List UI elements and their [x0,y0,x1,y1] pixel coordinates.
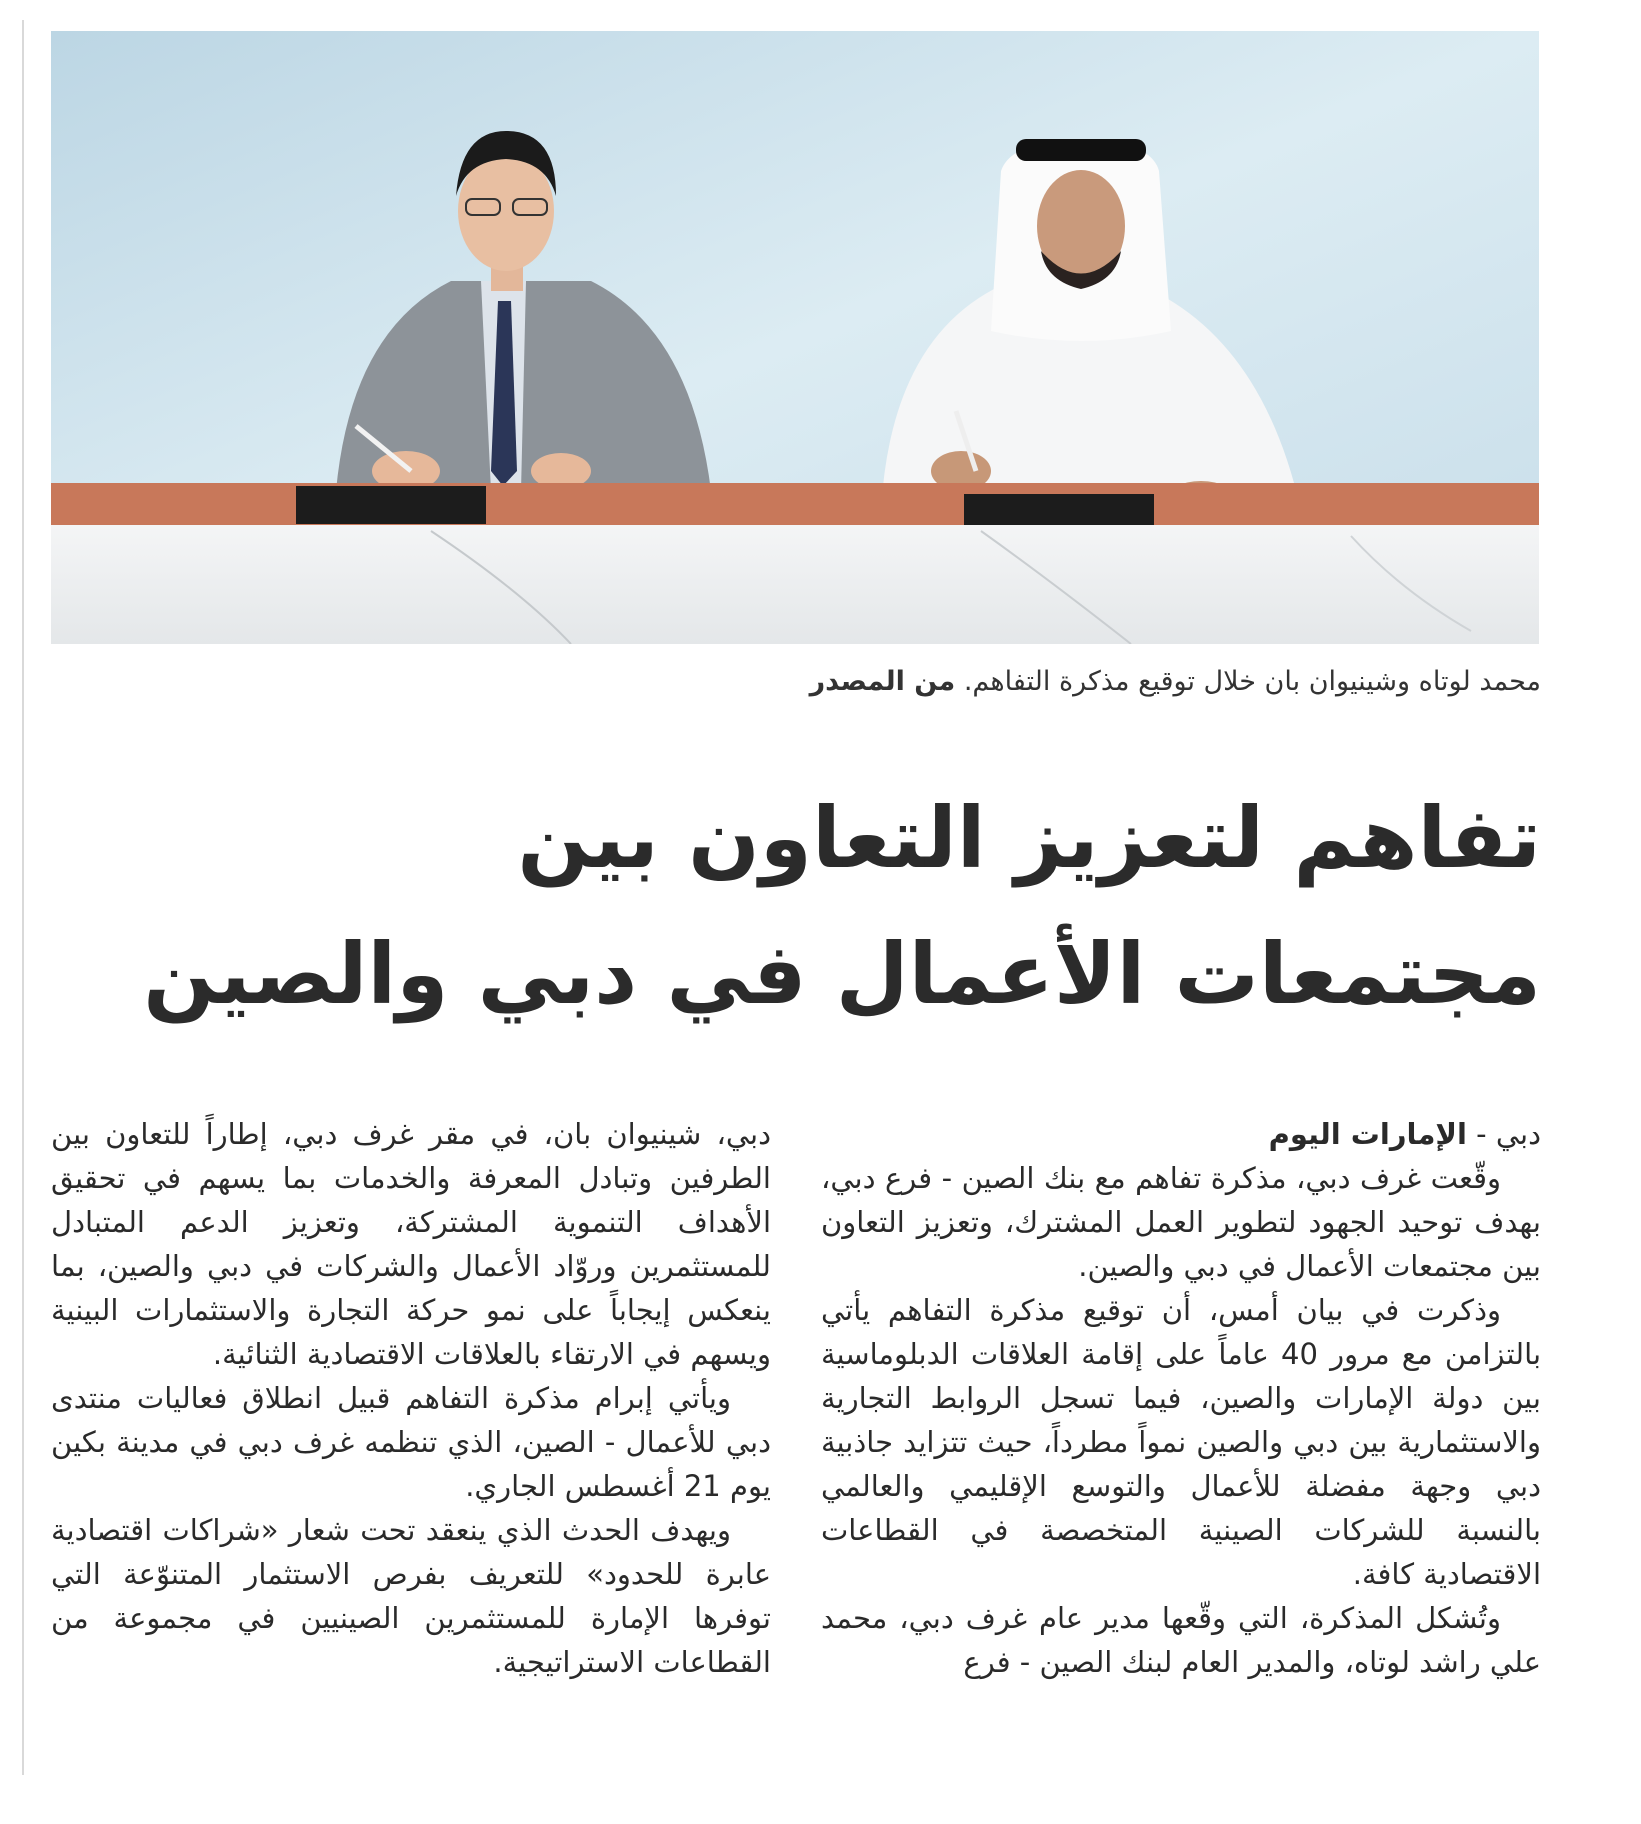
paragraph: وتُشكل المذكرة، التي وقّعها مدير عام غرف دبي، محمد علي راشد لوتاه، والمدير العام لبنك الصين - فرع [821,1601,1541,1679]
signing-ceremony-photo [51,31,1539,644]
photo-credit: من المصدر [809,666,956,697]
column-rule [22,20,24,1775]
headline-line-1: تفاهم لتعزيز التعاون بين [517,789,1541,887]
dateline-source: الإمارات اليوم [1268,1117,1467,1151]
paragraph: وذكرت في بيان أمس، أن توقيع مذكرة التفاهم يأتي بالتزامن مع مرور 40 عاماً على إقامة العلاقات الدبلوماسية بين دولة الإمارات والصين، فيما تسجل الروابط التجارية والاستثمارية بين دبي والصين نمواً مطرداً، حيث تتزايد جاذبية دبي وجهة مفضلة للأعمال والتوسع الإقليمي والعالمي بالنسبة للشركات الصينية المتخصصة في القطاعات الاقتصادية كافة. [821,1293,1542,1591]
paragraph: وقّعت غرف دبي، مذكرة تفاهم مع بنك الصين - فرع دبي، بهدف توحيد الجهود لتطوير العمل المشترك، وتعزيز التعاون بين مجتمعات الأعمال في دبي والصين. [821,1161,1541,1283]
article-column-left [51,1112,771,1684]
article-photo [51,31,1539,644]
photo-caption [61,662,1541,702]
paragraph: دبي، شينيوان بان، في مقر غرف دبي، إطاراً للتعاون بين الطرفين وتبادل المعرفة والخدمات بما يسهم في تحقيق الأهداف التنموية المشتركة، وتعزيز الدعم المتبادل للمستثمرين وروّاد الأعمال والشركات في دبي والصين، بما ينعكس إيجاباً على نمو حركة التجارة والاستثمارات البينية ويسهم في الارتقاء بالعلاقات الاقتصادية الثنائية. [51,1117,771,1371]
article-headline [51,770,1541,1042]
article-column-right [821,1112,1541,1684]
dateline [821,1112,1541,1156]
caption-text: محمد لوتاه وشينيوان بان خلال توقيع مذكرة التفاهم. [963,666,1541,697]
table-top [51,483,1539,525]
headline-line-2: مجتمعات الأعمال في دبي والصين [143,925,1541,1023]
paragraph: ويهدف الحدث الذي ينعقد تحت شعار «شراكات اقتصادية عابرة للحدود» للتعريف بفرص الاستثمار المتنوّعة التي توفرها الإمارة للمستثمرين الصينيين في مجموعة من القطاعات الاستراتيجية. [51,1513,771,1679]
marble-front [51,525,1539,644]
paragraph: ويأتي إبرام مذكرة التفاهم قبيل انطلاق فعاليات منتدى دبي للأعمال - الصين، الذي تنظمه غرف دبي في مدينة بكين يوم 21 أغسطس الجاري. [51,1381,771,1503]
dateline-city: دبي - [1466,1117,1541,1151]
